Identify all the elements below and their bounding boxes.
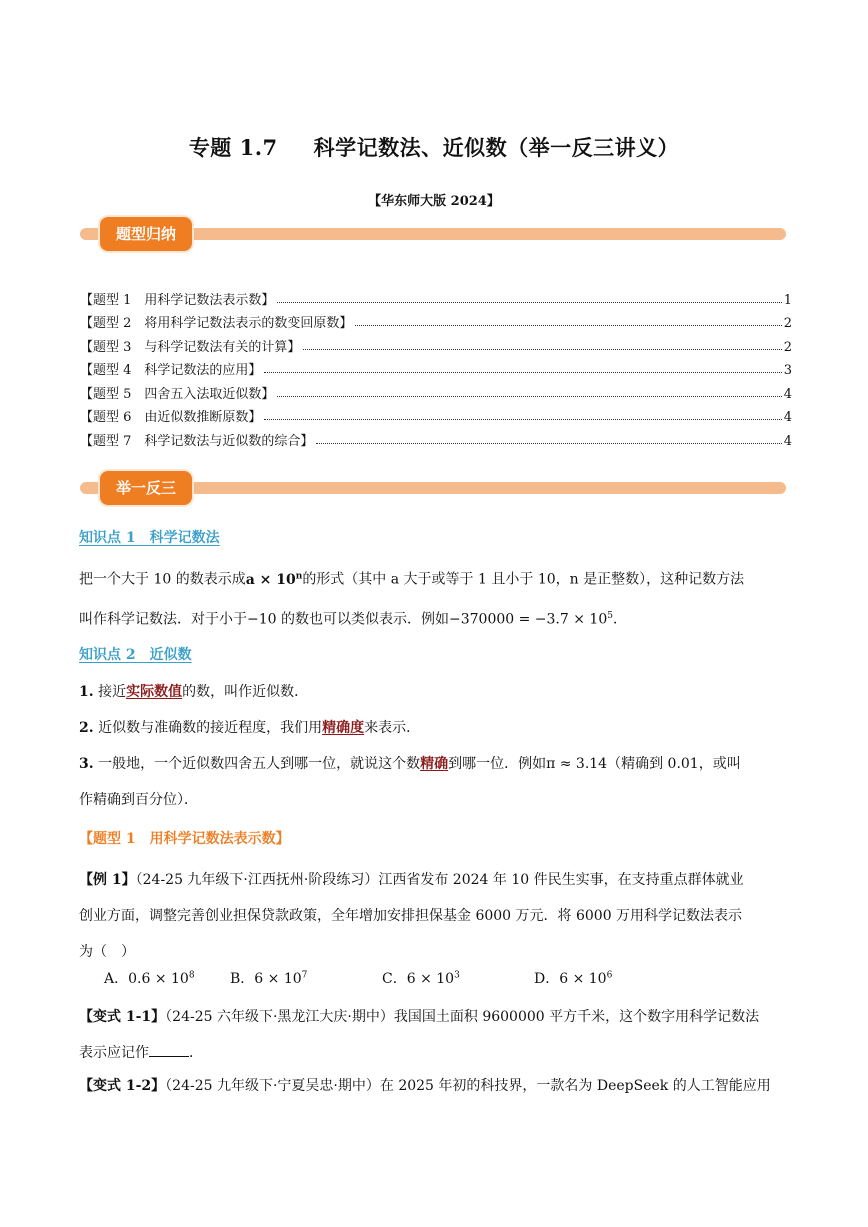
toc-leader xyxy=(303,349,781,350)
option-d[interactable] xyxy=(534,968,612,988)
text-run: 到哪一位．例如π ≈ 3.14（精确到 0.01，或叫 xyxy=(448,756,741,772)
toc-item[interactable] xyxy=(80,425,792,449)
option-b[interactable] xyxy=(230,968,307,988)
toc-item[interactable] xyxy=(80,284,792,308)
option-exponent: 7 xyxy=(301,970,308,981)
text-line xyxy=(79,1068,791,1104)
text-line xyxy=(79,674,791,710)
formula-a-times-10-n xyxy=(246,572,303,588)
text-run: 来表示． xyxy=(364,720,421,736)
toc-item[interactable] xyxy=(80,308,792,332)
text-run: （24-25 六年级下·黑龙江大庆·期中）我国国土面积 9600000 平方千米，这个数字用科学记数法 xyxy=(165,1009,760,1025)
toc-page: 4 xyxy=(783,386,792,402)
variant-1-2 xyxy=(79,1068,791,1104)
text-run: 的数，叫作近似数． xyxy=(182,684,309,700)
formula-base: a × 10 xyxy=(245,571,296,588)
toc-label: 【题型 2 将用科学记数法表示的数变回原数】 xyxy=(80,316,353,331)
toc-page: 2 xyxy=(783,339,792,355)
text-run: 的形式（其中 a 大于或等于 1 且小于 10，n 是正整数），这种记数方法 xyxy=(302,571,745,588)
item-number: 3. xyxy=(79,756,94,772)
answer-blank[interactable] xyxy=(149,1042,189,1057)
document-title xyxy=(0,132,868,162)
toc-page: 3 xyxy=(783,363,792,378)
text-run: （24-25 九年级下·宁夏吴忠·期中）在 2025 年初的科技界，一款名为 DeepSeek 的人工智能应用 xyxy=(165,1078,771,1094)
toc-item[interactable] xyxy=(80,355,792,379)
option-a[interactable] xyxy=(104,968,195,988)
toc-page: 4 xyxy=(783,433,792,449)
text-line xyxy=(79,862,791,898)
option-exponent: 8 xyxy=(188,970,195,981)
text-line xyxy=(79,746,791,782)
emphasis-term: 实际数值 xyxy=(126,684,183,700)
text-line xyxy=(79,1035,791,1071)
toc-leader xyxy=(277,396,781,397)
text-run: ． xyxy=(189,1045,203,1061)
emphasis-term: 精确度 xyxy=(322,720,365,736)
text-line xyxy=(79,999,791,1035)
item-number: 1. xyxy=(79,684,94,700)
toc-label: 【题型 5 四舍五入法取近似数】 xyxy=(80,386,275,402)
toc-item[interactable] xyxy=(80,402,792,426)
text-line xyxy=(79,934,791,970)
text-run: ． xyxy=(612,611,627,628)
toc-leader xyxy=(277,302,781,303)
option-label: D．6 × 10 xyxy=(534,971,607,987)
toc-page: 2 xyxy=(783,316,792,331)
text-run: 接近 xyxy=(93,684,127,700)
section-tag-summary: 题型归纳 xyxy=(100,217,192,251)
item-number: 2. xyxy=(79,720,94,736)
text-run: 把一个大于 10 的数表示成 xyxy=(79,571,246,588)
toc-leader xyxy=(264,372,781,373)
text-run: 近似数与准确数的接近程度，我们用 xyxy=(93,720,323,736)
toc-leader xyxy=(264,419,781,420)
toc-label: 【题型 4 科学记数法的应用】 xyxy=(80,363,262,378)
knowledge-point-1-text xyxy=(79,558,791,637)
emphasis-term: 精确 xyxy=(420,756,449,772)
option-exponent: 6 xyxy=(606,970,613,981)
formula-exponent: 5 xyxy=(607,610,613,621)
toc-item[interactable] xyxy=(80,331,792,355)
example-tag: 【例 1】 xyxy=(79,872,136,888)
question-type-1-heading: 【题型 1 用科学记数法表示数】 xyxy=(79,831,290,847)
option-label: C．6 × 10 xyxy=(382,971,455,987)
text-line xyxy=(79,782,791,818)
option-c[interactable] xyxy=(382,968,460,988)
document-subtitle: 【华东师大版 2024】 xyxy=(368,194,500,209)
text-line xyxy=(79,898,791,934)
text-run: 一般地，一个近似数四舍五人到哪一位，就说这个数 xyxy=(93,756,421,772)
table-of-contents xyxy=(80,284,792,449)
title-main: 科学记数法、近似数（举一反三讲义） xyxy=(313,135,680,160)
toc-page: 4 xyxy=(783,410,792,425)
text-run: 叫作科学记数法．对于小于−10 的数也可以类似表示．例如−370000 = −3.7 × 10 xyxy=(79,611,608,628)
variant-tag: 【变式 1-2】 xyxy=(79,1078,166,1094)
option-label: A．0.6 × 10 xyxy=(104,971,189,987)
variant-tag: 【变式 1-1】 xyxy=(79,1009,166,1025)
text-run: 作精确到百分位）． xyxy=(79,792,198,808)
text-run: 为（ ） xyxy=(79,944,135,960)
toc-label: 【题型 7 科学记数法与近似数的综合】 xyxy=(80,433,314,449)
section-tag-practice: 举一反三 xyxy=(100,471,192,505)
toc-leader xyxy=(355,325,781,326)
knowledge-point-2-text xyxy=(79,674,791,818)
text-line xyxy=(79,710,791,746)
knowledge-point-2-heading: 知识点 2 近似数 xyxy=(79,647,192,663)
knowledge-point-1-heading: 知识点 1 科学记数法 xyxy=(79,530,220,546)
toc-label: 【题型 6 由近似数推断原数】 xyxy=(80,410,262,425)
variant-1-1 xyxy=(79,999,791,1071)
toc-page: 1 xyxy=(783,292,792,308)
toc-item[interactable] xyxy=(80,378,792,402)
example-1 xyxy=(79,862,791,970)
text-run: 创业方面，调整完善创业担保贷款政策，全年增加安排担保基金 6000 万元．将 6000 万用科学记数法表示 xyxy=(79,908,743,924)
title-prefix: 专题 1.7 xyxy=(188,135,278,160)
text-run: 表示应记作 xyxy=(79,1045,149,1061)
toc-label: 【题型 1 用科学记数法表示数】 xyxy=(80,292,275,308)
text-line xyxy=(79,598,791,638)
option-exponent: 3 xyxy=(454,970,460,981)
toc-label: 【题型 3 与科学记数法有关的计算】 xyxy=(80,339,301,355)
toc-leader xyxy=(316,443,781,444)
text-line xyxy=(79,558,791,598)
text-run: （24-25 九年级下·江西抚州·阶段练习）江西省发布 2024 年 10 件民生实事，在支持重点群体就业 xyxy=(135,872,744,888)
formula-exponent: n xyxy=(295,571,303,581)
option-label: B．6 × 10 xyxy=(230,971,302,987)
